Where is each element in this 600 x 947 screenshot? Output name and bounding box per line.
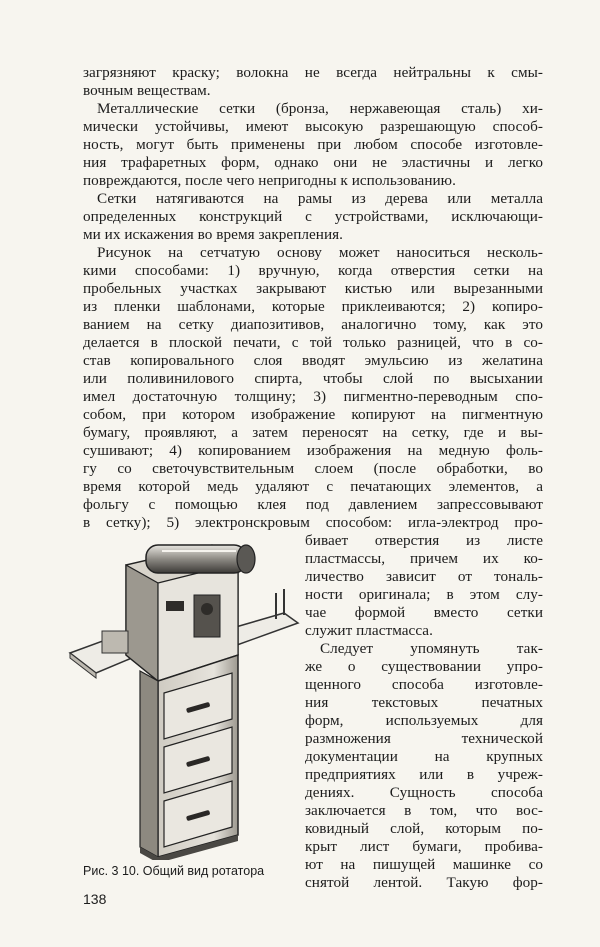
text-line: или поливинилового спирта, чтобы слой по высыхании	[83, 370, 543, 387]
text-line: делается в плоской печати, с той только разницей, что в со-	[83, 334, 543, 351]
text-line: документации на крупных	[305, 748, 543, 765]
text-line: в сетку); 5) электронскровым способом: игла-электрод про-	[83, 514, 543, 531]
text-line: фольгу с помощью клея под давлением запрессовывают	[83, 496, 543, 513]
page-number: 138	[83, 891, 107, 907]
text-line: ния текстовых печатных	[305, 694, 543, 711]
text-line: вочным веществам.	[83, 82, 211, 99]
text-line: гу со светочувствительным слоем (после обработки, во	[83, 460, 543, 477]
text-line: чае формой вместо сетки	[305, 604, 543, 621]
text-line: заключается в том, что вос-	[305, 802, 543, 819]
text-line: Сетки натягиваются на рамы из дерева или металла	[97, 190, 543, 207]
text-line: пробельных участках закрывают кистью или вырезанными	[83, 280, 543, 297]
text-line: ми их искажения во время закрепления.	[83, 226, 344, 243]
text-line: дениях. Сущность способа	[305, 784, 543, 801]
text-line: ванием на сетку диапозитивов, аналогично тому, как это	[83, 316, 543, 333]
text-line: личество зависит от тональ-	[305, 568, 543, 585]
text-line: ность, могут быть применены при любом способе изготовле-	[83, 136, 543, 153]
text-line: кими способами: 1) вручную, когда отверстия сетки на	[83, 262, 543, 279]
text-line: имел достаточную толщину; 3) пигментно-переводным спо-	[83, 388, 543, 405]
text-line: определенных конструкций с устройствами, исключающи-	[83, 208, 543, 225]
text-line: сушивают; 4) копированием изображения на медную фоль-	[83, 442, 543, 459]
text-line: Рисунок на сетчатую основу может наноситься несколь-	[97, 244, 543, 261]
text-line: щенного способа изготовле-	[305, 676, 543, 693]
rotator-machine-illustration	[62, 535, 302, 860]
text-line: пластмассы, причем их ко-	[305, 550, 543, 567]
text-line: повреждаются, после чего непригодны к использованию.	[83, 172, 456, 189]
text-line: мически устойчивы, имеют высокую разрешающую способ-	[83, 118, 543, 135]
text-line: собом, при котором изображение копируют на пигментную	[83, 406, 543, 423]
text-line: ковидный слой, которым по-	[305, 820, 543, 837]
text-line: ют на пишущей машинке со	[305, 856, 543, 873]
figure-caption: Рис. 3 10. Общий вид ротатора	[83, 864, 265, 878]
text-line: снятой лентой. Такую фор-	[305, 874, 543, 891]
text-line: загрязняют краску; волокна не всегда нейтральны к смы-	[83, 64, 543, 81]
text-line: Следует упомянуть так-	[320, 640, 543, 657]
text-line: ности оригинала; в этом слу-	[305, 586, 543, 603]
text-line: размножения технической	[305, 730, 543, 747]
text-line: ния трафаретных форм, однако они не эластичны и легко	[83, 154, 543, 171]
text-line: крыт лист бумаги, пробива-	[305, 838, 543, 855]
text-line: время которой медь удаляют с печатающих элементов, а	[83, 478, 543, 495]
text-line: Металлические сетки (бронза, нержавеющая сталь) хи-	[97, 100, 543, 117]
text-line: из пленки шаблонами, которые приклеиваются; 2) копиро-	[83, 298, 543, 315]
text-line: форм, используемых для	[305, 712, 543, 729]
text-line: служит пластмасса.	[305, 622, 433, 639]
text-line: же о существовании упро-	[305, 658, 543, 675]
text-line: став копировального слоя вводят эмульсию из желатина	[83, 352, 543, 369]
text-line: бумагу, проявляют, а затем переносят на сетку, где и вы-	[83, 424, 543, 441]
text-line: предприятиях или в учреж-	[305, 766, 543, 783]
text-line: бивает отверстия из листе	[305, 532, 543, 549]
